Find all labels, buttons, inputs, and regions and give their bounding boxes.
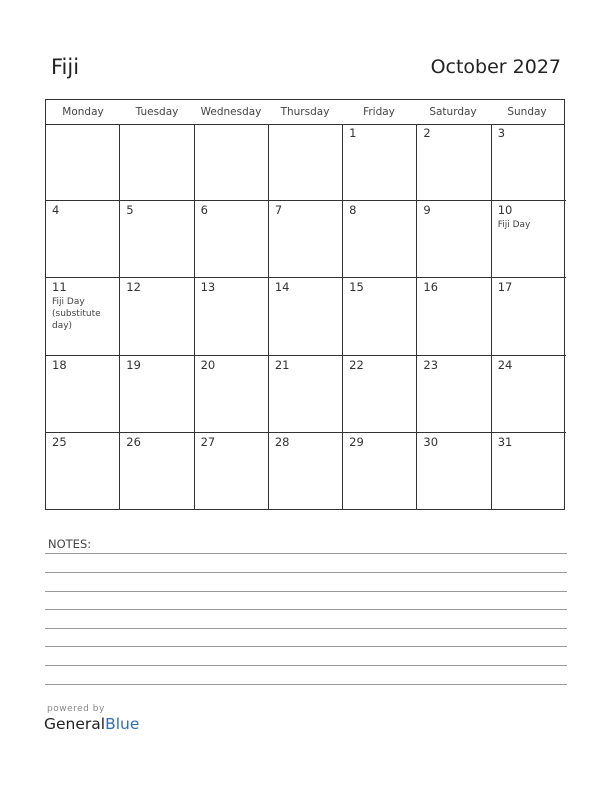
day-number: 15 bbox=[349, 280, 364, 295]
notes-label: NOTES: bbox=[48, 537, 92, 551]
holiday-label: Fiji Day bbox=[497, 220, 531, 231]
day-number: 13 bbox=[200, 280, 216, 295]
powered-by-text: powered by bbox=[47, 704, 105, 714]
day-number: 16 bbox=[423, 280, 439, 295]
day-number: 12 bbox=[126, 280, 141, 295]
day-cell bbox=[343, 278, 417, 355]
weekday-label: Wednesday bbox=[200, 106, 262, 118]
day-cell bbox=[269, 433, 343, 510]
day-cell bbox=[46, 201, 120, 278]
day-cell bbox=[492, 433, 566, 510]
day-number: 26 bbox=[126, 434, 141, 449]
day-number: 14 bbox=[274, 280, 290, 295]
day-number: 5 bbox=[126, 203, 134, 218]
day-cell bbox=[46, 356, 120, 433]
day-cell bbox=[492, 356, 566, 433]
weekday-label: Tuesday bbox=[135, 106, 179, 118]
day-cell bbox=[492, 278, 566, 355]
day-cell bbox=[46, 278, 120, 355]
day-number: 19 bbox=[126, 357, 141, 372]
note-line bbox=[45, 572, 567, 573]
day-cell bbox=[492, 124, 566, 201]
day-cell bbox=[343, 201, 417, 278]
day-cell bbox=[120, 124, 194, 201]
weekday-label: Saturday bbox=[429, 106, 477, 118]
day-number: 20 bbox=[200, 357, 216, 372]
day-number: 3 bbox=[497, 126, 506, 140]
day-cell bbox=[492, 201, 566, 278]
note-line bbox=[45, 646, 567, 647]
day-number: 10 bbox=[497, 203, 513, 218]
day-number: 31 bbox=[497, 434, 513, 449]
note-line bbox=[45, 628, 567, 629]
day-cell bbox=[120, 201, 194, 278]
brand-general: General bbox=[44, 715, 106, 733]
brand-logo bbox=[44, 704, 139, 733]
day-number: 21 bbox=[274, 357, 290, 372]
day-cell bbox=[269, 278, 343, 355]
day-number: 8 bbox=[349, 203, 357, 218]
day-number: 11 bbox=[52, 280, 67, 295]
day-cell bbox=[195, 356, 269, 433]
day-number: 27 bbox=[200, 434, 216, 449]
holiday-label: Fiji Day (substitute day) bbox=[52, 297, 101, 332]
calendar-grid bbox=[45, 99, 565, 510]
day-cell bbox=[417, 433, 491, 510]
note-line bbox=[45, 553, 567, 554]
day-number: 6 bbox=[200, 203, 208, 218]
brand-blue: Blue bbox=[105, 715, 140, 733]
day-cell bbox=[120, 278, 194, 355]
weekday-header-row bbox=[46, 100, 564, 125]
weekday-label: Thursday bbox=[280, 106, 330, 118]
day-number: 22 bbox=[349, 357, 364, 372]
day-cell bbox=[195, 433, 269, 510]
day-number: 9 bbox=[423, 203, 431, 218]
note-line bbox=[45, 609, 567, 610]
weekday-label: Friday bbox=[363, 106, 395, 118]
day-number: 24 bbox=[497, 357, 513, 372]
day-cell bbox=[343, 356, 417, 433]
day-cell bbox=[269, 124, 343, 201]
day-cell bbox=[269, 356, 343, 433]
weekday-label: Monday bbox=[62, 106, 104, 118]
note-line bbox=[45, 684, 567, 685]
day-cell bbox=[46, 433, 120, 510]
day-cell bbox=[195, 124, 269, 201]
country-title: Fiji bbox=[51, 55, 80, 79]
day-number: 28 bbox=[274, 434, 290, 449]
day-cell bbox=[46, 124, 120, 201]
month-title: October 2027 bbox=[430, 56, 561, 78]
day-cell bbox=[120, 433, 194, 510]
day-cell bbox=[417, 201, 491, 278]
day-number: 30 bbox=[423, 434, 439, 449]
day-number: 17 bbox=[497, 280, 513, 295]
note-line bbox=[45, 665, 567, 666]
day-cell bbox=[417, 278, 491, 355]
day-cell bbox=[343, 124, 417, 201]
day-number: 1 bbox=[349, 126, 357, 140]
day-cell bbox=[195, 278, 269, 355]
day-number: 18 bbox=[52, 357, 67, 372]
day-cell bbox=[195, 201, 269, 278]
note-line bbox=[45, 591, 567, 592]
day-number: 23 bbox=[423, 357, 439, 372]
day-cell bbox=[343, 433, 417, 510]
day-number: 29 bbox=[349, 434, 364, 449]
day-cell bbox=[417, 356, 491, 433]
day-cell bbox=[120, 356, 194, 433]
day-number: 25 bbox=[52, 434, 67, 449]
brand-name bbox=[44, 715, 139, 733]
day-cell bbox=[269, 201, 343, 278]
day-number: 2 bbox=[423, 126, 431, 140]
day-cell bbox=[417, 124, 491, 201]
day-number: 7 bbox=[274, 203, 283, 218]
weekday-label: Sunday bbox=[507, 106, 547, 118]
day-number: 4 bbox=[52, 203, 60, 218]
day-grid bbox=[46, 124, 564, 510]
